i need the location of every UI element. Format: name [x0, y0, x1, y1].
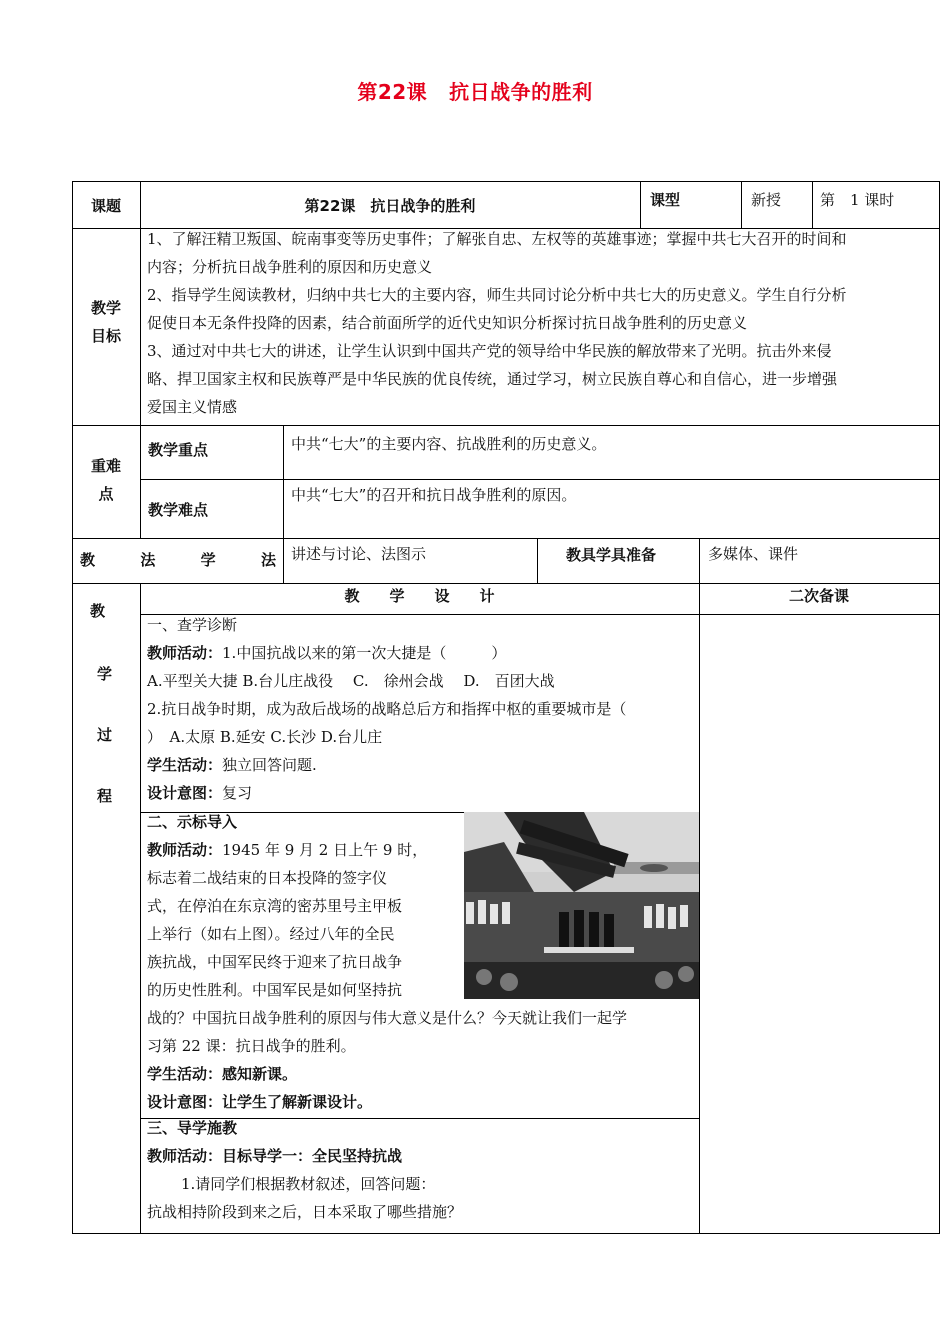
focus-label: 重难 点 — [90, 457, 121, 503]
section-intro: 二、示标导入 教师活动：1945 年 9 月 2 日上午 9 时， 标志着二战结束的日本投降的签字仪 式，在停泊在东京湾的密苏里号主甲板 上举行（如右上图）。经过八年的全民 族抗战，中国军民终于迎来了抗日战争 的历史性胜利。中国军民是如何坚持抗 战的？中国抗日战争胜利的原因与伟大意义是什么？今天就让我们一起学 习第 22 课：抗日战争的胜利。 学生活动：感知新课。 设计意图：让学生了解新课设计。 — [147, 813, 628, 1111]
key-point-text: 中共“七大”的主要内容、抗战胜利的历史意义。 — [291, 435, 607, 453]
process-label-4: 程 — [97, 787, 113, 805]
type-value: 新授 — [751, 191, 782, 209]
section-guided-teaching: 三、导学施教 教师活动：目标导学一：全民坚持抗战 1.请同学们根据教材叙述，回答问题： 抗战相持阶段到来之后，日本采取了哪些措施？ — [147, 1119, 463, 1221]
tools-text: 多媒体、课件 — [708, 545, 799, 563]
period-value: 第 1 课时 — [820, 191, 895, 209]
difficulty-label: 教学难点 — [148, 501, 209, 519]
goals-label: 教学 目标 — [90, 299, 121, 345]
lesson-topic: 抗日战争的胜利 — [449, 80, 593, 104]
process-label-2: 学 — [97, 665, 113, 683]
lesson-number: 第22课 — [357, 80, 428, 104]
methods-text: 讲述与讨论、法图示 — [291, 545, 427, 563]
process-label-1: 教 — [90, 602, 106, 620]
difficulty-text: 中共“七大”的召开和抗日战争胜利的原因。 — [291, 486, 577, 504]
subject-label: 课题 — [90, 197, 121, 215]
methods-label: 教 法 学 法 — [80, 551, 276, 569]
second-prep-header: 二次备课 — [788, 587, 849, 605]
section-diagnosis: 一、查学诊断 教师活动：1.中国抗战以来的第一次大捷是（ ） A.平型关大捷 B.台儿庄战役 C. 徐州会战 D. 百团大战 2.抗日战争时期，成为敌后战场的战略总后方和指挥中枢的重要城市是（ ） A.太原 B.延安 C.长沙 D.台儿庄 学生活动：独立回答问题. 设计意图：复习 — [147, 616, 627, 802]
key-point-label: 教学重点 — [148, 441, 209, 459]
type-label: 课型 — [650, 191, 681, 209]
design-header: 教 学 设 计 — [344, 587, 495, 605]
subject-value: 第22课 抗日战争的胜利 — [304, 197, 476, 215]
goals-text: 1、了解汪精卫叛国、皖南事变等历史事件；了解张自忠、左权等的英雄事迹；掌握中共七大召开的时间和 内容；分析抗日战争胜利的原因和历史意义 2、指导学生阅读教材，归纳中共七大的主要内容，师生共同讨论分析中共七大的历史意义。学生自行分析 促使日本无条件投降的因素，结合前面所学的近代史知识分析探讨抗日战争胜利的历史意义 3、通过对中共七大的讲述，让学生认识到中国共产党的领导给中华民族的解放带来了光明。抗击外来侵 略、捍卫国家主权和民族尊严是中华民族的优良传统，通过学习，树立民族自尊心和自信心，进一步增强 爱国主义情感 — [147, 230, 847, 416]
process-label-3: 过 — [97, 726, 113, 744]
tools-label: 教具学具准备 — [566, 546, 657, 564]
surrender-ceremony-photo — [464, 812, 699, 999]
